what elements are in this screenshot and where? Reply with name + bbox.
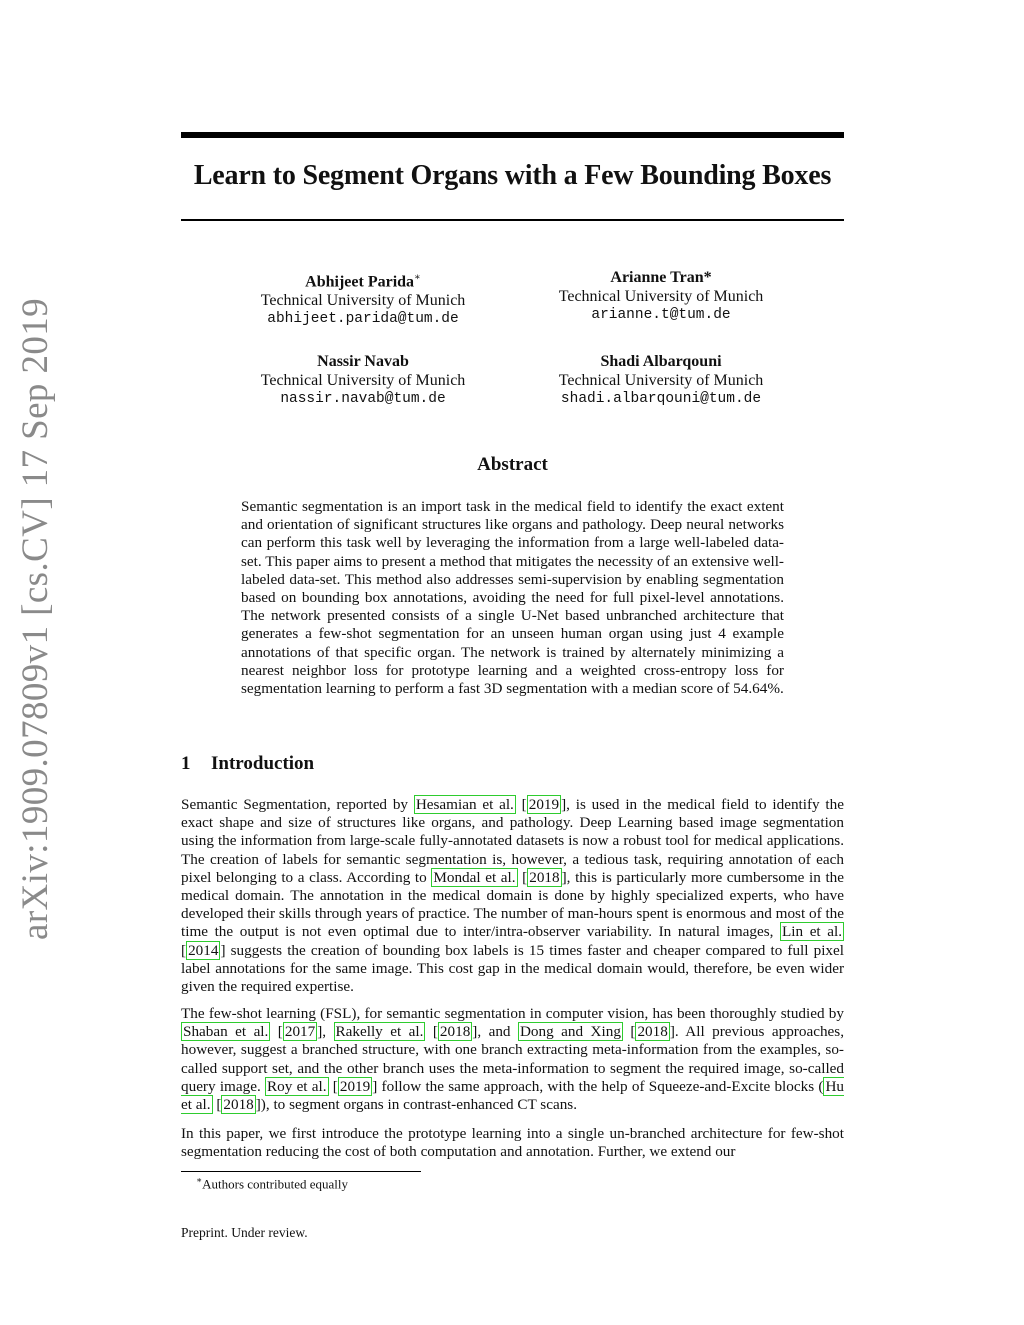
section-number: 1 [181, 753, 191, 774]
title-bottom-rule [181, 219, 844, 221]
intro-paragraph-2 [181, 1005, 844, 1114]
paper-title: Learn to Segment Organs with a Few Bounding Boxes [193, 160, 832, 191]
paragraph-text: [ [622, 1023, 636, 1041]
citation-link[interactable]: 2018 [439, 1023, 471, 1041]
paragraph-text: [ [328, 1077, 338, 1095]
section-title: Introduction [211, 753, 315, 774]
paragraph-text: ], is used in the medical field to identify the exact shape and size of structures like organs, and pathology. Deep Learning based image segmentation using the information from large-scale fully-annotated datasets is now a robust tool for medical applications. The creation of labels for semantic segmentation is, however, a tedious task, requiring annotation of each pixel belonging to a class. According to [181, 796, 844, 886]
author-block-4 [531, 352, 791, 409]
citation-link[interactable]: Shaban et al. [183, 1023, 269, 1041]
intro-paragraph-3 [181, 1125, 844, 1161]
abstract-heading: Abstract [477, 454, 548, 475]
paragraph-text: [ [181, 941, 187, 959]
arxiv-identifier: arXiv:1909.07809v1 [cs.CV] 17 Sep 2019 [15, 297, 56, 940]
author-name: Abhijeet Parida∗ [305, 272, 421, 291]
footnote: ∗Authors contributed equally [196, 1175, 348, 1192]
section-heading [181, 753, 314, 775]
citation-link[interactable]: 2014 [188, 941, 219, 959]
citation-link[interactable]: 2018 [223, 1096, 254, 1114]
citation-link[interactable]: 2017 [284, 1023, 316, 1041]
paragraph-text: ], this is particularly more cumbersome in the medical domain. The annotation in the medical domain is done by highly specialized experts, who have developed their skills through years of practice. The number of man-hours spent is enormous and most of the time the output is not even optimal due to inter/intra-observer variability. In natural images, [181, 868, 844, 941]
citation-link[interactable]: Rakelly et al. [335, 1023, 424, 1041]
citation-link[interactable]: 2018 [529, 868, 560, 886]
paragraph-text: ] follow the same approach, with the help of Squeeze-and-Excite blocks ( [372, 1077, 824, 1095]
title-top-rule [181, 132, 844, 138]
paragraph-text: ]. All previous approaches, however, suggest a branched structure, with one branch extracting meta-information from the examples, so-called support set, and the other branch uses the meta-information to segment the required image, so-called query image. [181, 1023, 844, 1095]
author-affiliation: Technical University of Munich [558, 372, 764, 389]
author-email[interactable]: nassir.navab@tum.de [280, 391, 446, 407]
citation-link[interactable]: Lin et al. [782, 923, 842, 941]
author-name: Shadi Albarqouni [600, 353, 722, 370]
paragraph-text: ], [317, 1023, 334, 1041]
citation-link[interactable]: Dong and Xing [519, 1023, 621, 1041]
citation-link[interactable]: Mondal et al. [433, 868, 516, 886]
footnote-rule [181, 1171, 421, 1172]
author-name: Arianne Tran* [610, 269, 712, 286]
citation-link[interactable]: Roy et al. [267, 1077, 327, 1095]
paragraph-text: ], and [472, 1023, 518, 1041]
author-email[interactable]: abhijeet.parida@tum.de [267, 311, 459, 328]
abstract-text: Semantic segmentation is an import task in the medical field to identify the exact extent and orientation of significant structures like organs and pathology. Deep neural networks can perform this task well by leveraging the information from a large well-labeled data-set. This paper aims to present a method that mitigates the necessity of an extensive well-labeled data-set. This method also addresses semi-supervision by enabling segmentation based on bounding box annotations, avoiding the need for full pixel-level annotations. The network presented consists of a single U-Net based unbranched architecture that generates a few-shot segmentation for an unseen human organ using just 4 example annotations of that specific organ. The network is trained by alternately minimizing a nearest neighbor loss for prototype learning and a weighted cross-entropy loss for segmentation learning to perform a fast 3D segmentation with a median score of 54.64%. [241, 498, 784, 698]
citation-link[interactable]: Hu et al. [181, 1077, 844, 1114]
citation-link[interactable]: Hesamian et al. [415, 796, 514, 813]
paragraph-text: [ [270, 1023, 283, 1041]
author-block-1 [233, 268, 493, 329]
author-email[interactable]: arianne.t@tum.de [591, 307, 731, 323]
paragraph-text: ] suggests the creation of bounding box labels is 15 times faster and cheaper compared to full pixel label annotations for the same image. This cost gap in the medical domain would, therefore, be even wider given the required expertise. [181, 941, 844, 996]
intro-paragraph-1 [181, 796, 844, 996]
author-affiliation: Technical University of Munich [558, 288, 764, 305]
citation-link[interactable]: 2018 [637, 1023, 668, 1041]
paragraph-text: In this paper, we first introduce the prototype learning into a single un-branched architecture for few-shot segmentation reducing the cost of both computation and annotation. Further, we extend our [181, 1125, 844, 1161]
paragraph-text: [ [515, 796, 527, 813]
paragraph-text: Semantic Segmentation, reported by [181, 796, 414, 813]
preprint-notice: Preprint. Under review. [181, 1225, 308, 1240]
author-block-3 [233, 352, 493, 409]
citation-link[interactable]: 2019 [339, 1077, 371, 1095]
author-email[interactable]: shadi.albarqouni@tum.de [560, 391, 762, 407]
author-affiliation: Technical University of Munich [260, 292, 466, 310]
author-affiliation: Technical University of Munich [260, 372, 466, 389]
author-name: Nassir Navab [317, 353, 409, 370]
paragraph-text: [ [425, 1023, 438, 1041]
paragraph-text: ]), to segment organs in contrast-enhanced CT scans. [255, 1096, 577, 1114]
paragraph-text: [ [212, 1096, 222, 1114]
paragraph-text: [ [517, 868, 528, 886]
author-block-2 [531, 268, 791, 325]
paragraph-text: The few-shot learning (FSL), for semantic segmentation in computer vision, has been thoroughly studied by [181, 1005, 844, 1022]
citation-link[interactable]: 2019 [528, 796, 560, 813]
